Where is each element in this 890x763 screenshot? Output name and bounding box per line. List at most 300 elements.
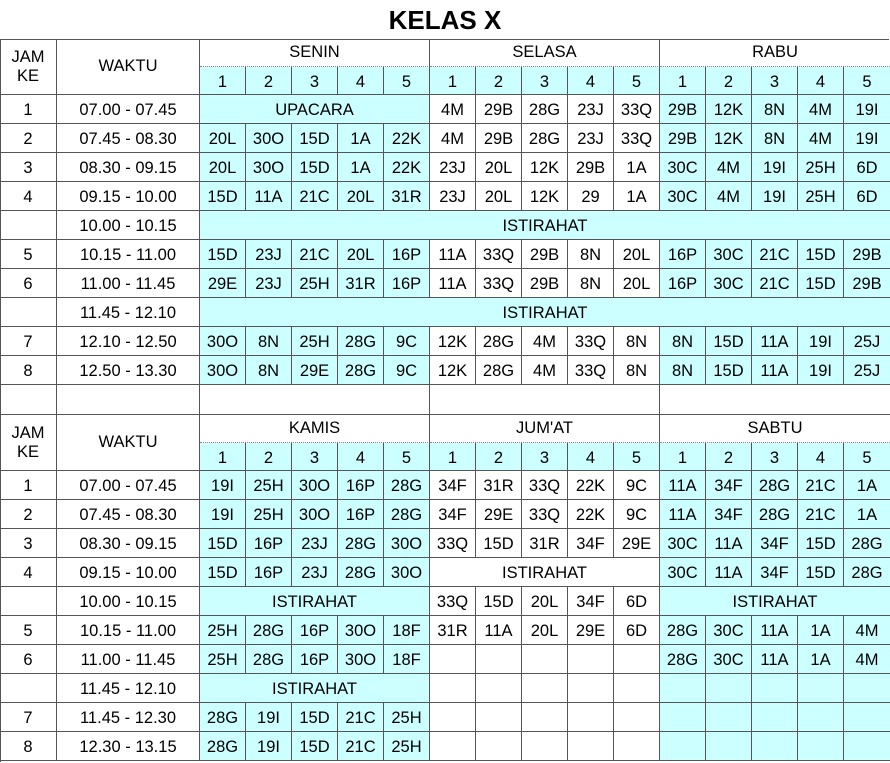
jam-number: 3 (0, 153, 57, 182)
class-cell: 25H (292, 269, 338, 298)
class-cell (660, 674, 706, 703)
class-cell: 30O (384, 558, 430, 587)
class-cell: 19I (752, 153, 798, 182)
class-cell: 15D (476, 529, 522, 558)
period-number: 1 (660, 67, 706, 95)
class-cell (614, 732, 660, 761)
class-cell: 33Q (568, 327, 614, 356)
class-cell (568, 703, 614, 732)
class-cell (706, 674, 752, 703)
jam-number: 1 (0, 95, 57, 124)
class-cell: 22K (568, 500, 614, 529)
class-cell: 29B (476, 95, 522, 124)
class-cell: 1A (798, 616, 844, 645)
class-cell (522, 732, 568, 761)
class-cell: 33Q (430, 529, 476, 558)
class-cell (476, 674, 522, 703)
class-cell: 28G (338, 356, 384, 385)
time-slot: 07.45 - 08.30 (57, 124, 200, 153)
day-header: RABU (660, 39, 890, 67)
class-cell: 12K (430, 356, 476, 385)
class-cell: 30C (660, 529, 706, 558)
class-cell: 15D (798, 240, 844, 269)
day-header: KAMIS (200, 415, 430, 443)
period-number: 3 (522, 443, 568, 471)
class-cell: 19I (246, 732, 292, 761)
period-number: 3 (752, 443, 798, 471)
class-cell: 16P (660, 240, 706, 269)
class-cell: 21C (798, 471, 844, 500)
time-slot: 07.00 - 07.45 (57, 471, 200, 500)
day-header: SABTU (660, 415, 890, 443)
class-cell: 28G (522, 124, 568, 153)
day-header: SENIN (200, 39, 430, 67)
class-cell: 34F (430, 500, 476, 529)
class-cell: 6D (614, 587, 660, 616)
class-cell: 28G (844, 558, 890, 587)
class-cell: 8N (752, 124, 798, 153)
class-cell: 28G (660, 645, 706, 674)
class-cell: 28G (246, 645, 292, 674)
class-cell: 31R (430, 616, 476, 645)
class-cell: 9C (384, 356, 430, 385)
class-cell: 11A (430, 240, 476, 269)
time-slot: 10.15 - 11.00 (57, 616, 200, 645)
class-cell: 33Q (476, 269, 522, 298)
class-cell: 30O (292, 500, 338, 529)
class-cell: 8N (246, 356, 292, 385)
class-cell: 28G (752, 471, 798, 500)
spacer-cell (660, 385, 890, 415)
class-cell: 28G (384, 500, 430, 529)
class-cell: 30O (200, 327, 246, 356)
class-cell: 18F (384, 616, 430, 645)
jam-number: 4 (0, 182, 57, 211)
class-cell: 15D (798, 529, 844, 558)
class-cell (614, 645, 660, 674)
time-slot: 11.00 - 11.45 (57, 645, 200, 674)
class-cell: 21C (752, 240, 798, 269)
class-cell: 30O (384, 529, 430, 558)
class-cell: 30C (706, 616, 752, 645)
class-cell: 33Q (614, 124, 660, 153)
class-cell: 25H (798, 153, 844, 182)
class-cell (522, 645, 568, 674)
class-cell (430, 674, 476, 703)
class-cell: 12K (430, 327, 476, 356)
class-cell: 25H (384, 732, 430, 761)
class-cell: 23J (292, 529, 338, 558)
class-cell: 30O (246, 124, 292, 153)
jam-number: 1 (0, 471, 57, 500)
class-cell: 15D (200, 529, 246, 558)
class-cell: 6D (844, 182, 890, 211)
period-number: 2 (706, 443, 752, 471)
time-slot: 08.30 - 09.15 (57, 153, 200, 182)
class-cell: 30C (706, 240, 752, 269)
istirahat-block: ISTIRAHAT (200, 298, 890, 327)
class-cell (568, 645, 614, 674)
time-slot: 11.00 - 11.45 (57, 269, 200, 298)
class-cell: 23J (568, 95, 614, 124)
class-cell: 29B (844, 269, 890, 298)
period-number: 1 (200, 443, 246, 471)
istirahat-block: ISTIRAHAT (430, 558, 660, 587)
class-cell: 29B (476, 124, 522, 153)
class-cell (798, 674, 844, 703)
class-cell: 20L (522, 587, 568, 616)
jam-number: 4 (0, 558, 57, 587)
class-cell: 1A (844, 471, 890, 500)
class-cell (752, 674, 798, 703)
class-cell: 4M (844, 645, 890, 674)
time-slot: 12.30 - 13.15 (57, 732, 200, 761)
period-number: 5 (844, 443, 890, 471)
jam-number: 2 (0, 500, 57, 529)
class-cell: 15D (292, 703, 338, 732)
class-cell: 28G (384, 471, 430, 500)
jam-label: JAM (11, 47, 45, 66)
class-cell: 28G (246, 616, 292, 645)
class-cell: 19I (844, 95, 890, 124)
class-cell: 11A (246, 182, 292, 211)
jam-number (0, 674, 57, 703)
class-cell (798, 732, 844, 761)
class-cell: 15D (200, 240, 246, 269)
class-cell: 8N (614, 356, 660, 385)
class-cell: 15D (706, 356, 752, 385)
class-cell: 4M (844, 616, 890, 645)
class-cell: 34F (752, 558, 798, 587)
time-slot: 09.15 - 10.00 (57, 182, 200, 211)
class-cell: 11A (430, 269, 476, 298)
ke-label: KE (16, 66, 39, 85)
jam-ke-header (0, 415, 57, 471)
class-cell: 28G (338, 558, 384, 587)
class-cell: 25H (246, 471, 292, 500)
class-cell: 12K (706, 124, 752, 153)
period-number: 4 (338, 67, 384, 95)
class-cell: 28G (844, 529, 890, 558)
spacer-cell (200, 385, 430, 415)
class-cell: 11A (660, 500, 706, 529)
class-cell: 23J (292, 558, 338, 587)
class-cell (844, 703, 890, 732)
class-cell: 19I (200, 500, 246, 529)
class-cell (476, 732, 522, 761)
class-cell (660, 732, 706, 761)
class-cell: 9C (614, 500, 660, 529)
period-number: 5 (614, 443, 660, 471)
period-number: 2 (246, 443, 292, 471)
class-cell: 9C (384, 327, 430, 356)
time-slot: 11.45 - 12.10 (57, 674, 200, 703)
class-cell: 11A (752, 356, 798, 385)
period-number: 5 (614, 67, 660, 95)
class-cell: 20L (200, 124, 246, 153)
jam-number: 2 (0, 124, 57, 153)
period-number: 1 (430, 443, 476, 471)
time-slot: 07.45 - 08.30 (57, 500, 200, 529)
period-number: 2 (476, 67, 522, 95)
class-cell: 4M (430, 124, 476, 153)
spacer-cell (57, 385, 200, 415)
class-cell: 16P (384, 240, 430, 269)
class-cell: 11A (706, 558, 752, 587)
class-cell: 15D (292, 153, 338, 182)
time-slot: 12.10 - 12.50 (57, 327, 200, 356)
class-cell: 25H (200, 645, 246, 674)
jam-number: 6 (0, 645, 57, 674)
class-cell: 29B (522, 240, 568, 269)
class-cell (476, 645, 522, 674)
class-cell: 19I (200, 471, 246, 500)
class-cell: 29E (292, 356, 338, 385)
time-slot: 10.15 - 11.00 (57, 240, 200, 269)
class-cell: 1A (614, 153, 660, 182)
time-slot: 12.50 - 13.30 (57, 356, 200, 385)
class-cell (798, 703, 844, 732)
class-cell: 21C (752, 269, 798, 298)
istirahat-block: ISTIRAHAT (200, 211, 890, 240)
class-cell (706, 703, 752, 732)
class-cell: 12K (522, 182, 568, 211)
period-number: 1 (430, 67, 476, 95)
class-cell: 33Q (430, 587, 476, 616)
class-cell: 30C (660, 182, 706, 211)
period-number: 1 (660, 443, 706, 471)
ke-label: KE (16, 442, 39, 461)
jam-number: 8 (0, 356, 57, 385)
class-cell: 30C (706, 269, 752, 298)
period-number: 4 (338, 443, 384, 471)
class-cell (430, 703, 476, 732)
class-cell: 4M (706, 182, 752, 211)
class-cell: 15D (292, 124, 338, 153)
class-cell: 21C (338, 703, 384, 732)
class-cell: 23J (246, 269, 292, 298)
jam-ke-header (0, 39, 57, 95)
class-cell: 18F (384, 645, 430, 674)
class-cell: 1A (338, 153, 384, 182)
class-cell (568, 674, 614, 703)
class-cell: 31R (522, 529, 568, 558)
class-cell: 8N (246, 327, 292, 356)
period-number: 4 (568, 443, 614, 471)
class-cell: 22K (568, 471, 614, 500)
class-cell (522, 674, 568, 703)
class-cell: 16P (384, 269, 430, 298)
class-cell (430, 645, 476, 674)
class-cell (844, 732, 890, 761)
class-cell: 31R (338, 269, 384, 298)
period-number: 4 (798, 67, 844, 95)
class-cell: 11A (476, 616, 522, 645)
waktu-header: WAKTU (57, 415, 200, 471)
class-cell: 34F (568, 529, 614, 558)
class-cell: 15D (706, 327, 752, 356)
upacara-block: UPACARA (200, 95, 430, 124)
class-cell: 29B (522, 269, 568, 298)
class-cell: 16P (292, 645, 338, 674)
class-cell: 29B (844, 240, 890, 269)
day-header: SELASA (430, 39, 660, 67)
period-number: 2 (706, 67, 752, 95)
period-number: 3 (522, 67, 568, 95)
class-cell: 29B (660, 95, 706, 124)
class-cell: 15D (476, 587, 522, 616)
class-cell: 25J (844, 356, 890, 385)
class-cell: 20L (200, 153, 246, 182)
class-cell (752, 703, 798, 732)
class-cell: 25J (844, 327, 890, 356)
class-cell: 8N (660, 327, 706, 356)
class-cell: 11A (752, 645, 798, 674)
jam-number: 8 (0, 732, 57, 761)
spacer-cell (0, 385, 57, 415)
class-cell (614, 703, 660, 732)
class-cell: 23J (430, 153, 476, 182)
class-cell: 20L (476, 182, 522, 211)
class-cell: 30O (246, 153, 292, 182)
class-cell: 8N (660, 356, 706, 385)
time-slot: 10.00 - 10.15 (57, 587, 200, 616)
class-cell: 30O (200, 356, 246, 385)
class-cell (568, 732, 614, 761)
class-cell: 22K (384, 153, 430, 182)
spacer-cell (430, 385, 660, 415)
class-cell: 4M (430, 95, 476, 124)
class-cell: 1A (338, 124, 384, 153)
class-cell: 25H (246, 500, 292, 529)
class-cell: 21C (338, 732, 384, 761)
class-cell: 15D (292, 732, 338, 761)
class-cell: 34F (568, 587, 614, 616)
period-number: 1 (200, 67, 246, 95)
time-slot: 11.45 - 12.10 (57, 298, 200, 327)
class-cell: 1A (844, 500, 890, 529)
class-cell: 20L (338, 240, 384, 269)
class-cell: 15D (798, 558, 844, 587)
class-cell: 29B (660, 124, 706, 153)
period-number: 3 (752, 67, 798, 95)
period-number: 5 (384, 67, 430, 95)
class-cell: 4M (522, 356, 568, 385)
time-slot: 07.00 - 07.45 (57, 95, 200, 124)
class-cell: 33Q (614, 95, 660, 124)
class-cell: 29 (568, 182, 614, 211)
class-cell: 30O (338, 616, 384, 645)
class-cell: 11A (660, 471, 706, 500)
class-cell: 28G (660, 616, 706, 645)
jam-number (0, 211, 57, 240)
class-cell: 16P (338, 500, 384, 529)
class-cell (614, 674, 660, 703)
class-cell: 21C (798, 500, 844, 529)
class-cell: 30O (292, 471, 338, 500)
class-cell: 11A (752, 616, 798, 645)
class-cell: 6D (614, 616, 660, 645)
jam-number: 7 (0, 703, 57, 732)
jam-label: JAM (11, 423, 45, 442)
class-cell: 11A (752, 327, 798, 356)
class-cell: 29E (476, 500, 522, 529)
class-cell: 1A (614, 182, 660, 211)
class-cell: 19I (798, 327, 844, 356)
period-number: 2 (476, 443, 522, 471)
class-cell: 33Q (568, 356, 614, 385)
istirahat-block: ISTIRAHAT (660, 587, 890, 616)
class-cell (522, 703, 568, 732)
class-cell: 20L (338, 182, 384, 211)
class-cell: 31R (384, 182, 430, 211)
class-cell: 33Q (522, 471, 568, 500)
period-number: 3 (292, 67, 338, 95)
class-cell: 30C (706, 645, 752, 674)
class-cell: 29E (200, 269, 246, 298)
period-number: 5 (844, 67, 890, 95)
class-cell: 20L (614, 269, 660, 298)
class-cell: 1A (798, 645, 844, 674)
class-cell: 23J (246, 240, 292, 269)
time-slot: 10.00 - 10.15 (57, 211, 200, 240)
class-cell: 28G (200, 703, 246, 732)
page-title: KELAS X (388, 5, 502, 35)
jam-number: 7 (0, 327, 57, 356)
class-cell: 22K (384, 124, 430, 153)
class-cell: 12K (522, 153, 568, 182)
class-cell: 28G (476, 327, 522, 356)
day-header: JUM'AT (430, 415, 660, 443)
class-cell: 20L (614, 240, 660, 269)
time-slot: 09.15 - 10.00 (57, 558, 200, 587)
class-cell: 29B (568, 153, 614, 182)
class-cell (430, 732, 476, 761)
class-cell: 9C (614, 471, 660, 500)
class-cell: 28G (522, 95, 568, 124)
class-cell (476, 703, 522, 732)
class-cell: 20L (522, 616, 568, 645)
class-cell: 23J (568, 124, 614, 153)
jam-number: 3 (0, 529, 57, 558)
class-cell: 25H (798, 182, 844, 211)
class-cell: 16P (246, 558, 292, 587)
period-number: 5 (384, 443, 430, 471)
class-cell: 34F (706, 471, 752, 500)
class-cell: 15D (200, 558, 246, 587)
class-cell: 8N (614, 327, 660, 356)
class-cell: 31R (476, 471, 522, 500)
class-cell: 28G (752, 500, 798, 529)
jam-number: 5 (0, 240, 57, 269)
class-cell: 34F (752, 529, 798, 558)
class-cell: 8N (568, 269, 614, 298)
class-cell: 33Q (476, 240, 522, 269)
class-cell: 30C (660, 558, 706, 587)
class-cell: 20L (476, 153, 522, 182)
istirahat-block: ISTIRAHAT (200, 587, 430, 616)
class-cell: 34F (706, 500, 752, 529)
class-cell (660, 703, 706, 732)
class-cell: 21C (292, 240, 338, 269)
time-slot: 11.45 - 12.30 (57, 703, 200, 732)
class-cell: 16P (246, 529, 292, 558)
class-cell: 25H (200, 616, 246, 645)
class-cell: 30C (660, 153, 706, 182)
class-cell: 16P (660, 269, 706, 298)
class-cell: 33Q (522, 500, 568, 529)
period-number: 2 (246, 67, 292, 95)
